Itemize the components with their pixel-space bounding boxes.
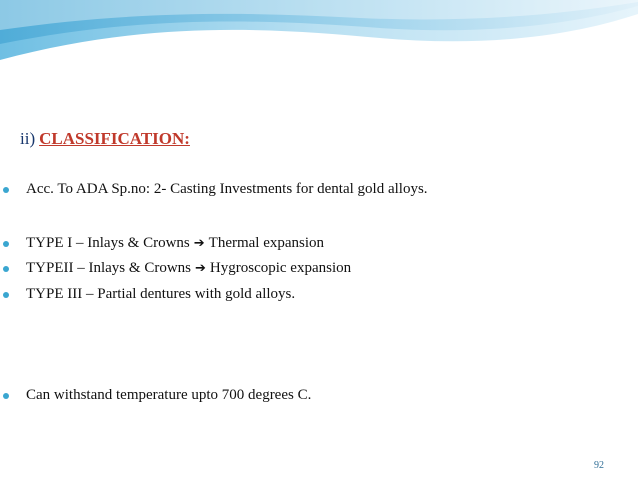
page-number: 92 bbox=[594, 460, 604, 471]
bullet-text: Acc. To ADA Sp.no: 2- Casting Investments for dental gold alloys. bbox=[26, 181, 428, 197]
bullet-dot-icon bbox=[3, 241, 9, 247]
bullet-dot-icon bbox=[3, 393, 9, 399]
bullet-text: Can withstand temperature upto 700 degrees C. bbox=[26, 387, 312, 403]
section-heading bbox=[20, 129, 190, 149]
bullet-text: TYPE III – Partial dentures with gold alloys. bbox=[26, 286, 296, 302]
bullet-dot-icon bbox=[3, 292, 9, 298]
right-arrow-icon: ➔ bbox=[195, 261, 206, 276]
bullet-text: TYPE I – Inlays & Crowns bbox=[26, 235, 190, 251]
bullet-item bbox=[3, 387, 311, 404]
bullet-text-after: Thermal expansion bbox=[208, 235, 325, 251]
right-arrow-icon: ➔ bbox=[193, 236, 205, 251]
heading-title: CLASSIFICATION: bbox=[39, 129, 190, 148]
heading-prefix: ii) bbox=[20, 129, 36, 148]
bullet-dot-icon bbox=[3, 187, 9, 193]
bullet-item bbox=[3, 181, 428, 198]
bullet-item bbox=[3, 235, 324, 252]
bullet-item bbox=[3, 260, 351, 277]
bullet-text: TYPEII – Inlays & Crowns bbox=[26, 260, 191, 276]
bullet-text-after: Hygroscopic expansion bbox=[209, 260, 352, 276]
bullet-item bbox=[3, 286, 295, 303]
bullet-dot-icon bbox=[3, 266, 9, 272]
header-wave-decoration bbox=[0, 0, 638, 70]
